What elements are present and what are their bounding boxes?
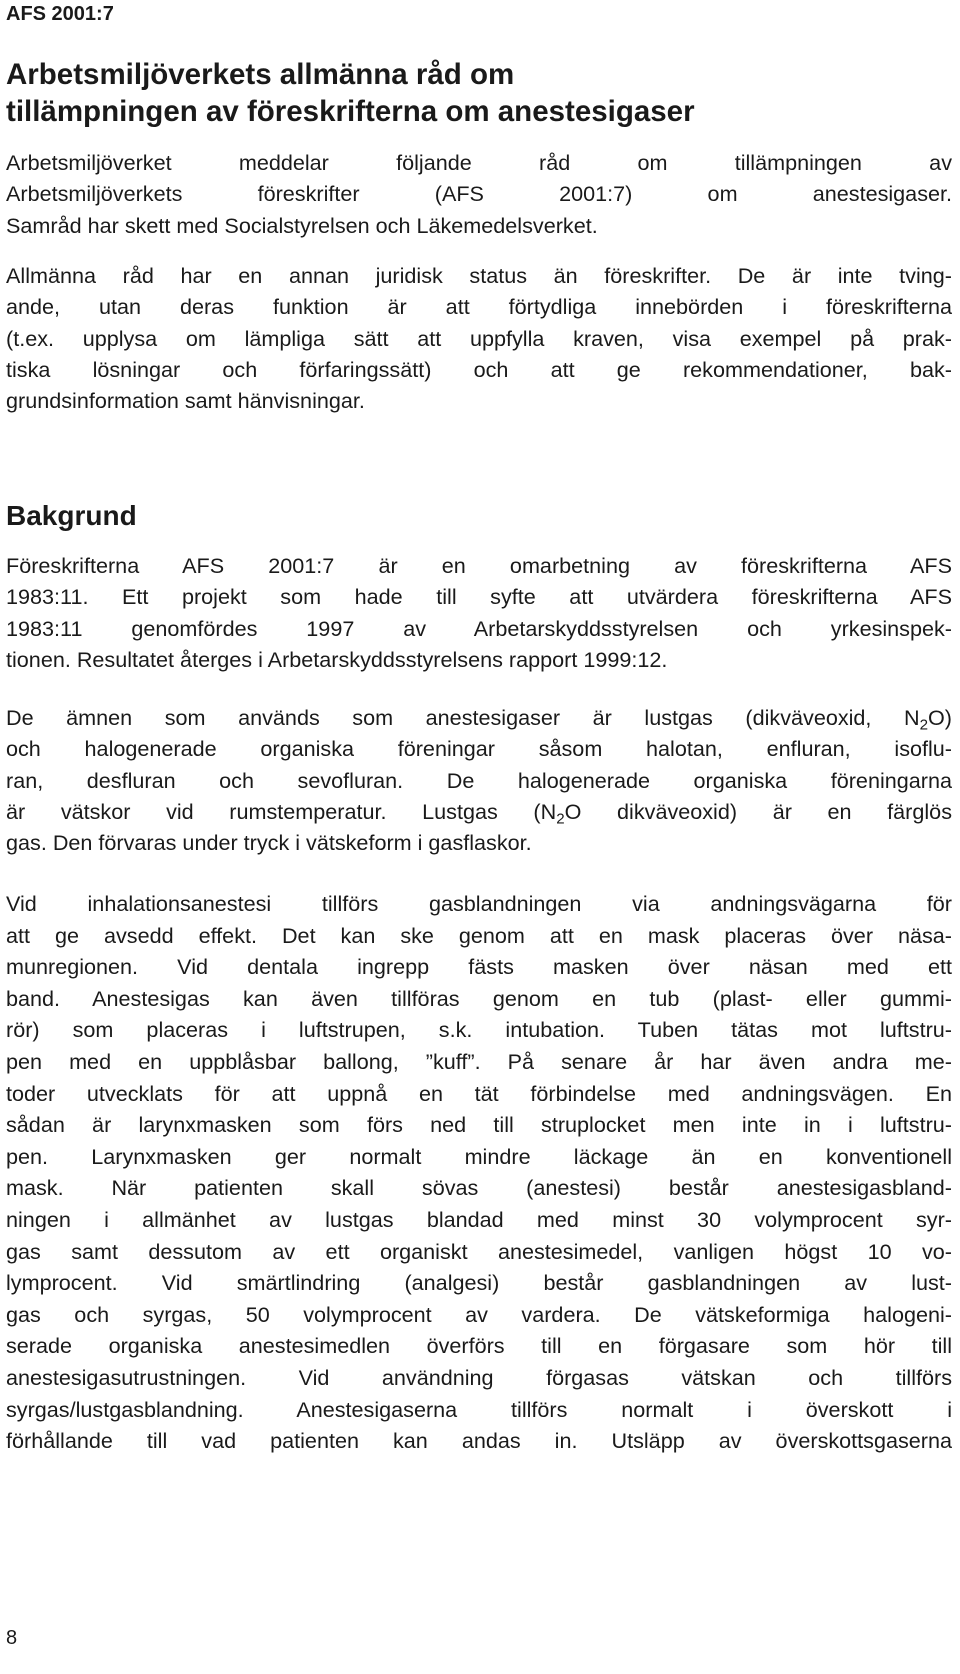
text-line: tionen. Resultatet återges i Arbetarskyddsstyrelsens rapport 1999:12. (6, 646, 668, 672)
text-segment: är vätskor vid rumstemperatur. Lustgas (N (6, 798, 557, 824)
text-line: 1983:11. Ett projekt som hade till syfte att utvärdera föreskrifterna AFS (6, 584, 952, 610)
subscript: 2 (556, 810, 565, 828)
inhalation-paragraph (6, 888, 952, 1457)
text-line: mask. När patienten skall sövas (anestesi) består anestesigasbland- (6, 1175, 952, 1201)
page-number: 8 (6, 1627, 18, 1649)
text-line: Vid inhalationsanestesi tillförs gasblandningen via andningsvägarna för (6, 891, 952, 916)
text-line: anestesigasutrustningen. Vid användning förgasas vätskan och tillförs (6, 1364, 952, 1390)
text-line: tiska lösningar och förfaringssätt) och att ge rekommendationer, bak- (6, 356, 952, 382)
text-line: ande, utan deras funktion är att förtydliga innebörden i föreskrifterna (6, 294, 952, 320)
text-line: sådan är larynxmasken som förs ned till struplocket men inte in i luftstru- (6, 1112, 952, 1138)
text-line (6, 702, 952, 733)
text-line: serade organiska anestesimedlen överförs till en förgasare som hör till (6, 1333, 952, 1359)
text-line: pen med en uppblåsbar ballong, ”kuff”. På senare år har även andra me- (6, 1048, 952, 1074)
text-line: grundsinformation samt hänvisningar. (6, 388, 365, 414)
text-line: pen. Larynxmasken ger normalt mindre läckage än en konventionell (6, 1143, 952, 1169)
text-line: Föreskrifterna AFS 2001:7 är en omarbetning av föreskrifterna AFS (6, 553, 952, 578)
text-line: band. Anestesigas kan även tillföras genom en tub (plast- eller gummi- (6, 985, 952, 1011)
text-line: Allmänna råd har en annan juridisk status än föreskrifter. De är inte tving- (6, 263, 952, 288)
text-line: gas. Den förvaras under tryck i vätskeform i gasflaskor. (6, 830, 532, 856)
document-series-header: AFS 2001:7 (6, 3, 114, 25)
text-line: Samråd har skett med Socialstyrelsen och Läkemedelsverket. (6, 212, 598, 238)
text-line: gas och syrgas, 50 volymprocent av vardera. De vätskeformiga halogeni- (6, 1301, 952, 1327)
page-title (6, 56, 952, 130)
text-segment: O) (928, 705, 952, 730)
intro-paragraph (6, 147, 952, 241)
text-line: munregionen. Vid dentala ingrepp fästs masken över näsan med ett (6, 954, 952, 980)
page-title-line: tillämpningen av föreskrifterna om anestesigaser (6, 95, 695, 128)
text-line: rör) som placeras i luftstrupen, s.k. intubation. Tuben tätas mot luftstru- (6, 1017, 952, 1043)
substances-paragraph (6, 702, 952, 858)
text-line: syrgas/lustgasblandning. Anestesigaserna tillförs normalt i överskott i (6, 1396, 952, 1422)
text-segment: O dikväveoxid) är en färglös (564, 798, 952, 824)
text-segment: De ämnen som används som anestesigaser är lustgas (dikväveoxid, N (6, 705, 920, 730)
text-line: Arbetsmiljöverkets föreskrifter (AFS 2001:7) om anestesigaser. (6, 181, 952, 207)
subscript: 2 (919, 716, 928, 734)
text-line: lymprocent. Vid smärtlindring (analgesi) består gasblandningen av lust- (6, 1270, 952, 1296)
background-paragraph (6, 550, 952, 675)
text-line (6, 796, 952, 827)
text-line: och halogenerade organiska föreningar såsom halotan, enfluran, isoflu- (6, 736, 952, 762)
legal-status-paragraph (6, 260, 952, 416)
text-line: gas samt dessutom av ett organiskt anestesimedel, vanligen högst 10 vo- (6, 1238, 952, 1264)
text-line: toder utvecklats för att uppnå en tät förbindelse med andningsvägen. En (6, 1080, 952, 1106)
section-heading: Bakgrund (6, 500, 137, 531)
text-line: ran, desfluran och sevofluran. De halogenerade organiska föreningarna (6, 767, 952, 793)
text-line: (t.ex. upplysa om lämpliga sätt att uppfylla kraven, visa exempel på prak- (6, 325, 952, 351)
text-line: ningen i allmänhet av lustgas blandad med minst 30 volymprocent syr- (6, 1206, 952, 1232)
text-line: 1983:11 genomfördes 1997 av Arbetarskyddsstyrelsen och yrkesinspek- (6, 615, 952, 641)
text-line: Arbetsmiljöverket meddelar följande råd om tillämpningen av (6, 150, 952, 175)
text-line: att ge avsedd effekt. Det kan ske genom att en mask placeras över näsa- (6, 922, 952, 948)
page-title-line: Arbetsmiljöverkets allmänna råd om (6, 58, 515, 91)
text-line: förhållande till vad patienten kan andas in. Utsläpp av överskottsgaserna (6, 1428, 952, 1454)
